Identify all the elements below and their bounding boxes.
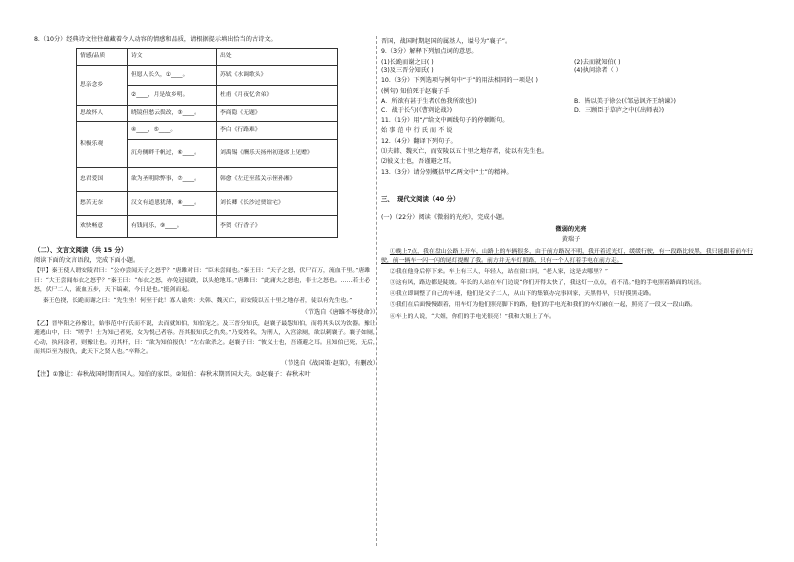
table-row [77,106,338,122]
passage-jia: 【甲】秦王使人谓安陵君曰：“公亦尝闻天子之怒乎？”唐雎对曰：“臣未尝闻也。”秦王曰：“天子之怒，伏尸百万，流血千里。”唐雎曰：“大王尝闻布衣之怒乎？”秦王曰：“布衣之怒，亦免冠徒跣，以头抢地耳。”唐雎曰：“此庸夫之怒也，非士之怒也。……若士必怒，伏尸二人，流血五步，天下缟素，今日是也。”挺剑而起。 [34,268,371,293]
article-paragraph-1: ①晚上7点，我在盘山公路上开车，山路上的车辆很多，由于前方路况不明，我开着近光灯，缓缓行驶，有一段路比较黑，我只能跟着前车行驶，前一辆车一闪一闪的尾灯提醒了我。前方并无车灯照路，只有一个人打着手电在前方走。 [381,248,753,264]
article-author: 黄瑞子 [561,236,581,244]
question-10-options-row1 [381,98,761,106]
notes: 【注】①豫让：春秋战国时期晋国人。知伯的家臣。②知伯：春秋末期晋国大夫。③赵襄子：春秋末叶 [34,371,311,379]
question-12-sentence-1: ⑴夫韩、魏灭亡，而安陵以五十里之地存者，徒以有先生也。 [381,147,549,155]
question-9-items-row1 [381,59,761,67]
table-row [77,216,338,238]
verse-cell: 汉文有道恩犹薄，⑧____。 [128,192,217,216]
article-title: 微弱的光亮 [555,226,587,234]
passage-yi: 【乙】晋毕阳之孙豫让，始事范中行氏而不说，去而就知伯，知伯宠之。及三晋分知氏，赵襄子最怨知伯，而将其头以为饮器。豫让遁逃山中，曰：“嗟乎！士为知己者死，女为悦己者容。吾其报知氏之仇矣。”乃变姓名，为刑人，入宫涂厕，欲以刺襄子。襄子如厕，心动，执问涂者，则豫让也。刃其杆，曰：“欲为知伯报仇！”左右欲杀之。赵襄子曰：“彼义士也，吾谨避之耳。且知伯已死，无后，而其臣至为报仇，此天下之贤人也。”卒释之。 [34,321,379,355]
section-2-heading: （二）、文言文阅读（共 15 分） [34,246,128,255]
verse-cell: 有钱同乐，⑨____。 [128,216,217,238]
question-11: 11.（1分）用“/”给文中画线句子的停顿断句。 [381,116,509,124]
category-cell: 思亲念乡 [77,66,128,106]
article-paragraph-2: ②我在他身后停下来。车上有三人，年轻人，站在窗口问，“老人家，这是去哪里？” [389,269,608,276]
header-source: 出处 [217,49,338,66]
article-paragraph-4: ④我立即调整了自己的车速，他们是父子二人，从山下的集镇办完事回家，天黑得早，只好摸黑走路。 [389,291,655,298]
question-10-options-row2 [381,107,761,115]
section-3-heading: 三、 现代文阅读（40 分） [381,195,460,204]
section-3-sub-heading: (一)（22分）阅读《微弱的光亮》，完成小题。 [381,213,509,221]
passage-jia-2: 秦王色挠，长跪而谢之曰：“先生坐！何至于此！寡人谕矣：夫韩、魏灭亡，而安陵以五十里之地存者，徒以有先生也。” [42,297,353,304]
right-column [381,36,761,324]
article-paragraph-3: ③这有风，路边都是陡坡。年长的人站在车门边说“你们开得太快了，我这灯一点点，看不清。”他的手电照着路面的坑洼。 [389,280,706,287]
column-divider [376,36,378,546]
verse-cell: ②____，月是故乡明。 [128,86,217,106]
question-9-items-row2 [381,67,761,75]
category-cell: 积极乐观 [77,122,128,168]
category-cell: 忠君爱国 [77,168,128,192]
category-cell: 思故怀人 [77,106,128,122]
question-9: 9.（3分）解释下列加点词的意思。 [381,48,478,56]
article-paragraph-5: ⑤我们在后面慢慢跟着，用车灯为他们照亮脚下的路，他们的手电光和我们的车灯融在一起，照亮了一段又一段山路。 [389,302,697,309]
table-row [77,168,338,192]
table-row [77,66,338,86]
verse-cell: ④____，⑤____。 [128,122,217,140]
q10-option-d: D．三顾臣于草庐之中(《出师表》) [574,106,665,114]
q10-option-b: B．皆以美于徐公(《邹忌讽齐王纳谏》) [574,98,676,106]
category-cell: 愁苦无奈 [77,192,128,216]
q10-option-a: A．所欲有甚于生者(《鱼我所欲也》) [381,98,477,106]
left-column [34,36,379,382]
source-cell: 韩愈《左迁至蓝关示侄孙湘》 [217,168,338,192]
verse-cell: 但愿人长久，①____。 [128,66,217,86]
source-cell: 苏轼《水调歌头》 [217,66,338,86]
source-cell: 李商隐《无题》 [217,106,338,122]
question-8-stem: 8.（10分）经典诗文往往蕴藏着令人动容的情感和品质，请根据提示填出恰当的古诗文。 [34,36,277,43]
source-cell: 刘禹锡《酬乐天扬州初逢席上见赠》 [217,140,338,168]
section-2-intro: 阅读下面的文言语段，完成下面小题。 [34,257,140,264]
question-10: 10.（3分）下列选项与例句中“于”的用法相同的一项是( ) [381,77,538,85]
passage-yi-source: （节选自《战国策·赵策》，有删改） [281,359,379,367]
table-row [77,122,338,140]
question-10-example: (例句) 知伯死于赵襄子手 [381,87,450,95]
q9-item: (1)长跪而谢之曰( ) [381,58,434,66]
q9-item: (4)执问涂者（ ） [574,67,622,75]
note-continuation: 晋国，战国时期赵国的属基人，谥号为“襄子”。 [381,38,512,45]
poem-table-header [77,49,338,66]
verse-cell: 沉舟侧畔千帆过，⑥____。 [128,140,217,168]
question-12-sentence-2: ⑵彼义士也，吾谨避之耳。 [381,158,456,166]
source-cell: 李贺《行香子》 [217,216,338,238]
passage-jia-source: （节选自《唐雎不辱使命》） [301,308,379,316]
question-13: 13.（3分）请分别概括甲乙两文中“士”的精神。 [381,168,513,176]
question-11-sentence: 始 事 范 中 行 氏 而 不 说 [381,127,453,135]
header-category: 情感/品质 [77,49,128,66]
source-cell: 李白《行路难》 [217,122,338,140]
source-cell: 刘长卿《长沙过贾谊宅》 [217,192,338,216]
verse-cell: 晓镜但愁云鬓改，③____。 [128,106,217,122]
poem-table [76,48,338,238]
source-cell: 杜甫《月夜忆舍弟》 [217,86,338,106]
verse-cell: 欲为圣明除弊事，⑦____。 [128,168,217,192]
question-12: 12.（4分）翻译下列句子。 [381,137,457,145]
q10-option-c: C．战于长勺(《曹刿论战》) [381,106,453,114]
table-row [77,192,338,216]
category-cell: 欢快畅意 [77,216,128,238]
article-paragraph-6: ⑥车上的人说，“大姐，你们的手电光很亮！”我和大姐上了车。 [389,313,555,320]
q9-item: (2)去而就知伯( ) [574,58,621,66]
header-verse: 诗文 [128,49,217,66]
q9-item: (3)及三晋分知氏( ) [381,67,434,75]
